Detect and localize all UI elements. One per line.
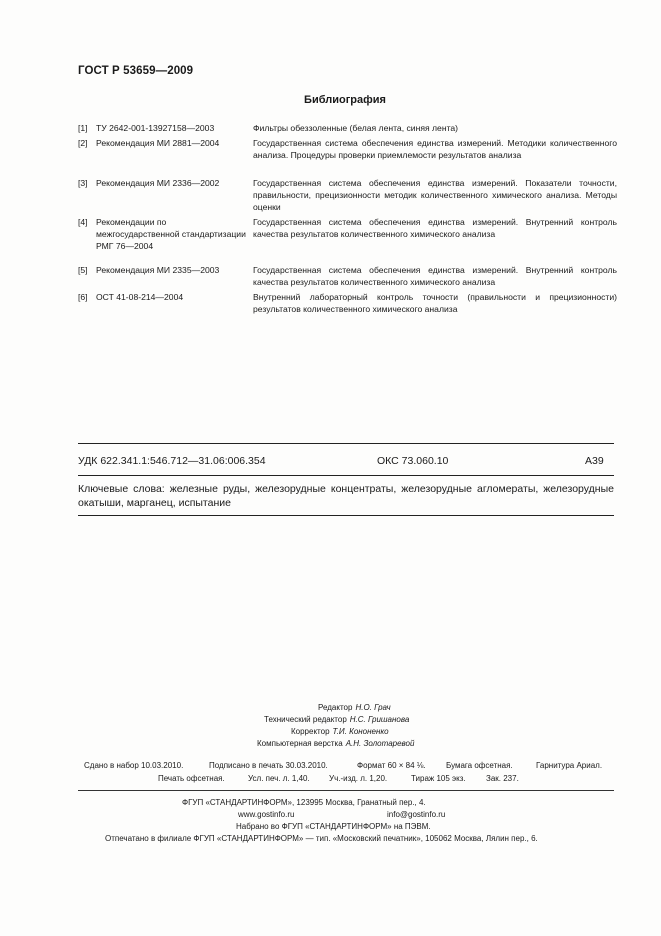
keywords: Ключевые слова: железные руды, железорудные концентраты, железорудные агломераты, железорудные окатыши, марганец, испытание [78,483,614,509]
bib-source: ОСТ 41-08-214—2004 [96,292,184,302]
editor-name: Н.О. Грач [355,703,391,712]
bib-number: [2] [78,138,88,148]
tech-editor-label: Технический редактор [264,715,347,724]
corrector-credit [291,726,389,738]
document-id: ГОСТ Р 53659—2009 [78,65,194,77]
bib-description: Фильтры обеззоленные (белая лента, синяя лента) [253,123,459,133]
divider [78,475,614,476]
bib-number: [5] [78,265,88,275]
imprint-sheets: Усл. печ. л. 1,40. [248,774,310,783]
imprint-order: Зак. 237. [486,774,519,783]
bib-source: Рекомендация МИ 2336—2002 [96,178,220,188]
bib-number: [6] [78,292,88,302]
imprint-print: Печать офсетная. [158,774,225,783]
bib-source: Рекомендация МИ 2881—2004 [96,138,220,148]
bib-source: Рекомендация МИ 2335—2003 [96,265,220,275]
bibliography-title: Библиография [304,94,386,106]
imprint-typeface: Гарнитура Ариал. [536,761,603,770]
bib-description: Государственная система обеспечения единства измерений. Внутренний контроль качества результатов количественного химического анализа [253,265,617,288]
publisher-address: ФГУП «СТАНДАРТИНФОРМ», 123995 Москва, Гранатный пер., 4. [182,798,426,807]
classification-code: А39 [585,455,604,467]
imprint-run: Тираж 105 экз. [411,774,466,783]
divider [78,443,614,444]
editor-credit [318,702,391,714]
layout-name: А.Н. Золотаревой [345,739,415,748]
divider [78,515,614,516]
imprint-signed: Подписано в печать 30.03.2010. [209,761,328,770]
publisher-email[interactable]: info@gostinfo.ru [387,810,446,819]
imprint-paper: Бумага офсетная. [446,761,513,770]
editor-label: Редактор [318,703,353,712]
tech-editor-name: Н.С. Гришанова [349,715,410,724]
bib-description: Государственная система обеспечения единства измерений. Внутренний контроль качества результатов количественного химического анализа [253,217,617,240]
bib-description: Государственная система обеспечения единства измерений. Показатели точности, правильности, прецизионности методик количественного химического анализа. Методы оценки [253,178,617,213]
imprint-submitted: Сдано в набор 10.03.2010. [84,761,184,770]
corrector-label: Корректор [291,727,330,736]
bib-description: Государственная система обеспечения единства измерений. Методики количественного анализа. Процедуры проверки приемлемости результатов анализа [253,138,617,161]
typeset-note: Набрано во ФГУП «СТАНДАРТИНФОРМ» на ПЭВМ. [236,822,431,831]
bib-description: Внутренний лабораторный контроль точности (правильности и прецизионности) результатов количественного химического анализа [253,292,617,315]
tech-editor-credit [264,714,409,726]
bib-number: [1] [78,123,88,133]
layout-credit [257,738,414,750]
divider [78,790,614,791]
publisher-website[interactable]: www.gostinfo.ru [238,810,295,819]
bib-number: [4] [78,217,88,227]
imprint-format: Формат 60 × 84 ⅛. [357,761,426,770]
layout-label: Компьютерная верстка [257,739,343,748]
oks-code: ОКС 73.060.10 [377,455,449,467]
printed-note: Отпечатано в филиале ФГУП «СТАНДАРТИНФОРМ» — тип. «Московский печатник», 105062 Москва, Лялин пер., 6. [105,834,538,843]
udk-code: УДК 622.341.1:546.712—31.06:006.354 [78,455,266,467]
corrector-name: Т.И. Кононенко [332,727,389,736]
imprint-pub-sheets: Уч.-изд. л. 1,20. [329,774,388,783]
bib-number: [3] [78,178,88,188]
bib-source: Рекомендации по межгосударственной стандартизации РМГ 76—2004 [96,217,246,252]
bib-source: ТУ 2642-001-13927158—2003 [96,123,215,133]
